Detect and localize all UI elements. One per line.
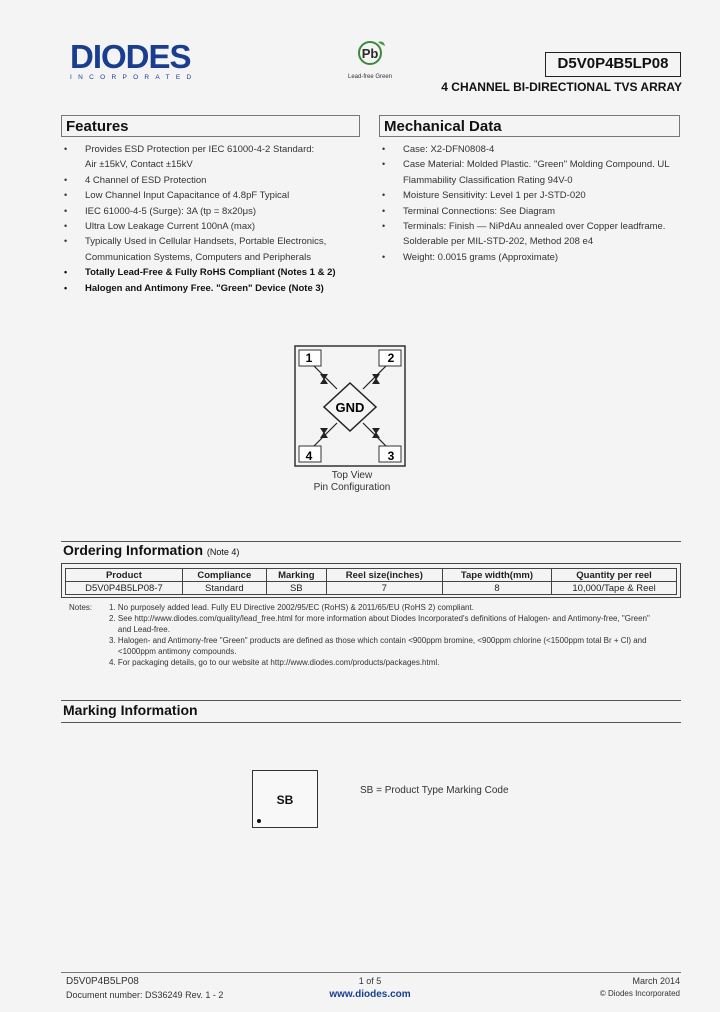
part-number-box: D5V0P4B5LP08 — [545, 52, 681, 77]
lead-free-label: Lead-free Green — [347, 74, 393, 80]
ordering-table-frame — [61, 563, 681, 598]
list-item: • Low Channel Input Capacitance of 4.8pF Typical — [61, 188, 361, 203]
note-line: 3. Halogen- and Antimony-free "Green" products are defined as those which contain <900ppm bromine, <900ppm chlorine (<1500ppm total Br + Cl) and — [109, 636, 647, 645]
list-item: • Totally Lead-Free & Fully RoHS Compliant (Notes 1 & 2) — [61, 265, 361, 280]
list-item: • Halogen and Antimony Free. "Green" Device (Note 3) — [61, 281, 361, 296]
gnd-label: GND — [335, 400, 365, 415]
table-cell: 7 — [326, 582, 442, 595]
table-row — [66, 582, 677, 595]
list-item: Flammability Classification Rating 94V-0 — [403, 174, 573, 186]
list-item: • Moisture Sensitivity: Level 1 per J-STD-020 — [379, 188, 684, 203]
pin-4-label: 4 — [305, 449, 313, 463]
pin-3-label: 3 — [387, 449, 395, 463]
features-list — [61, 142, 361, 296]
list-item: • Terminals: Finish — NiPdAu annealed over Copper leadframe. — [379, 219, 684, 234]
mechanical-heading: Mechanical Data — [379, 115, 680, 137]
ordering-title: Ordering Information — [63, 542, 203, 558]
caption-top-view: Top View — [331, 470, 373, 481]
diagram-caption — [292, 470, 412, 494]
ordering-column-header: Quantity per reel — [552, 569, 677, 582]
list-item: • 4 Channel of ESD Protection — [61, 173, 361, 188]
diodes-logo — [70, 40, 210, 84]
table-cell: Standard — [182, 582, 266, 595]
pin-2-label: 2 — [387, 351, 395, 365]
list-item: Solderable per MIL-STD-202, Method 208 e4 — [403, 236, 594, 248]
pb-symbol: Pb — [361, 46, 379, 61]
marking-chip — [252, 770, 318, 828]
ordering-note-ref: (Note 4) — [206, 547, 240, 557]
ordering-column-header: Product — [66, 569, 183, 582]
features-heading: Features — [61, 115, 360, 137]
list-item: • Weight: 0.0015 grams (Approximate) — [379, 250, 684, 265]
footer-page: 1 of 5 — [358, 976, 382, 986]
ordering-column-header: Marking — [266, 569, 326, 582]
logo-text: DIODES — [70, 38, 191, 75]
notes-list — [109, 602, 684, 668]
table-cell: D5V0P4B5LP08-7 — [66, 582, 183, 595]
ordering-column-header: Compliance — [182, 569, 266, 582]
ordering-column-header: Tape width(mm) — [442, 569, 551, 582]
table-cell: 10,000/Tape & Reel — [552, 582, 677, 595]
list-item: • Provides ESD Protection per IEC 61000-4-2 Standard: — [61, 142, 361, 157]
list-item: • Terminal Connections: See Diagram — [379, 204, 684, 219]
ordering-table — [65, 568, 677, 595]
list-item: • IEC 61000-4-5 (Surge): 3A (tp = 8x20μs) — [61, 204, 361, 219]
ordering-header-row — [66, 569, 677, 582]
list-item: Air ±15kV, Contact ±15kV — [85, 159, 193, 171]
chip-marking-code: SB — [276, 793, 294, 807]
marking-heading: Marking Information — [63, 702, 198, 718]
footer-rule — [61, 972, 681, 973]
marking-top-rule — [61, 700, 681, 701]
list-item: • Typically Used in Cellular Handsets, Portable Electronics, — [61, 234, 361, 249]
note-line: and Lead-free. — [109, 625, 170, 634]
footer-copyright: © Diodes Incorporated — [599, 989, 680, 998]
page-subtitle: 4 CHANNEL BI-DIRECTIONAL TVS ARRAY — [441, 80, 682, 94]
list-item: • Ultra Low Leakage Current 100nA (max) — [61, 219, 361, 234]
note-line: 4. For packaging details, go to our website at http://www.diodes.com/products/packages.html. — [109, 658, 440, 667]
logo-subtext: INCORPORATED — [70, 74, 198, 81]
ordering-column-header: Reel size(inches) — [326, 569, 442, 582]
note-line: 2. See http://www.diodes.com/quality/lead_free.html for more information about Diodes Incorporated's definitions of Halogen- and Antimony-free, "Green" — [109, 614, 650, 623]
pin-1-label: 1 — [305, 351, 313, 365]
caption-pin-config: Pin Configuration — [313, 482, 391, 493]
lead-free-badge — [340, 38, 400, 78]
list-item: Communication Systems, Computers and Peripherals — [85, 251, 311, 263]
marking-legend: SB = Product Type Marking Code — [360, 785, 509, 796]
footer-website[interactable]: www.diodes.com — [329, 989, 411, 1000]
footer-doc-number: Document number: DS36249 Rev. 1 - 2 — [66, 990, 224, 1000]
ordering-heading — [63, 542, 239, 558]
list-item: • Case Material: Molded Plastic. "Green" Molding Compound. UL — [379, 157, 684, 172]
mechanical-list — [379, 142, 684, 265]
pin-configuration-diagram — [292, 344, 410, 469]
note-line: 1. No purposely added lead. Fully EU Directive 2002/95/EC (RoHS) & 2011/65/EU (RoHS 2) compliant. — [109, 603, 474, 612]
footer-part: D5V0P4B5LP08 — [66, 976, 139, 987]
list-item: • Case: X2-DFN0808-4 — [379, 142, 684, 157]
ordering-body — [66, 582, 677, 595]
pb-free-icon — [350, 38, 390, 68]
table-cell: 8 — [442, 582, 551, 595]
marking-bottom-rule — [61, 722, 681, 723]
note-line: <1000ppm antimony compounds. — [109, 647, 237, 656]
footer-date: March 2014 — [632, 976, 680, 986]
notes-label: Notes: — [69, 603, 93, 612]
table-cell: SB — [266, 582, 326, 595]
pin1-dot — [257, 819, 261, 823]
